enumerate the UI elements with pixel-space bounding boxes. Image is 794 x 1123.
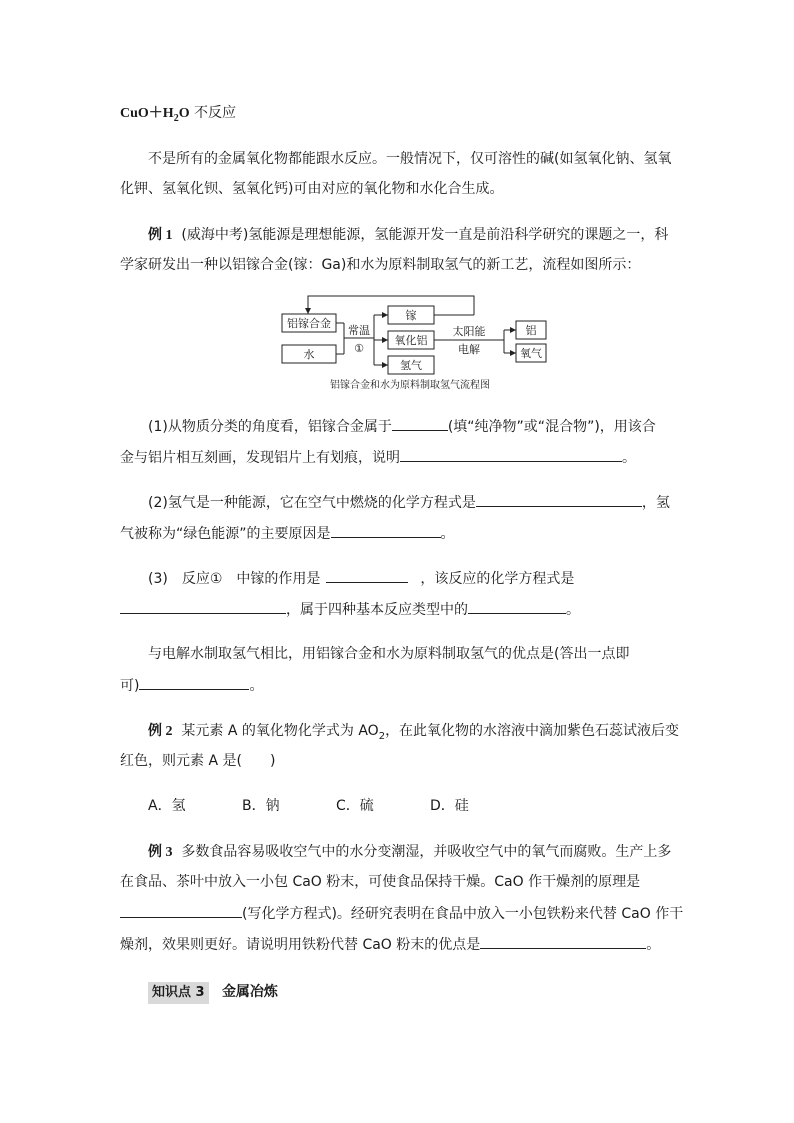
example-label: 例 2 [148, 724, 173, 739]
question4-line: 与电解水制取氢气相比，用铝镓合金和水为原料制取氢气的优点是(答出一点即 [148, 646, 630, 662]
box-water-label: 水 [303, 348, 315, 361]
knowledge-point [148, 982, 278, 1004]
reaction-heading [120, 103, 236, 129]
question3-line: ，属于四种基本反应类型中的 。 [120, 599, 580, 620]
paragraph-line: 不是所有的金属氧化物都能跟水反应。一般情况下，仅可溶性的碱(如氢氧化钠、氢氧 [148, 151, 672, 167]
question1-line: (1)从物质分类的角度看，铝镓合金属于 (填“纯净物”或“混合物”)，用该合 [148, 416, 656, 437]
example3-line: 在食品、茶叶中放入一小包 CaO 粉末，可使食品保持干燥。CaO 作干燥剂的原理是 [120, 874, 641, 890]
option-c[interactable]: C．硫 [336, 798, 374, 814]
answer-blank[interactable] [476, 492, 642, 507]
paragraph-line: 化钾、氢氧化钡、氢氧化钙)可由对应的氧化物和水化合生成。 [120, 181, 504, 197]
question4-line: 可) 。 [120, 675, 263, 696]
answer-blank[interactable] [331, 523, 441, 538]
knowledge-title: 金属冶炼 [221, 984, 278, 1000]
example2-line: 红色，则元素 A 是( ) [120, 753, 276, 769]
condition-electrolysis: 电解 [458, 343, 480, 356]
answer-blank[interactable] [120, 903, 242, 918]
example-label: 例 1 [148, 228, 173, 243]
diagram-caption: 铝镓合金和水为原料制取氢气流程图 [330, 380, 490, 391]
answer-blank[interactable] [392, 416, 448, 431]
flow-diagram [270, 292, 550, 394]
option-a[interactable]: A．氢 [148, 798, 186, 814]
example-label: 例 3 [148, 845, 173, 860]
option-d[interactable]: D．硅 [430, 798, 469, 814]
example1-line: 学家研发出一种以铝镓合金(镓：Ga)和水为原料制取氢气的新工艺，流程如图所示： [120, 257, 641, 273]
knowledge-tag: 知识点 3 [148, 982, 209, 1004]
box-alloy-label: 铝镓合金 [287, 317, 331, 330]
condition-room-temp: 常温 [348, 324, 370, 337]
example3-line: (写化学方程式)。经研究表明在食品中放入一小包铁粉来代替 CaO 作干 [120, 903, 683, 924]
reaction-formula: $CuO+H_2O$ [120, 106, 190, 124]
example2-line: 例 2 某元素 A 的氧化物化学式为 $AO_2$，在此氧化物的水溶液中滴加紫色石蕊试液后变 [148, 723, 680, 742]
answer-blank[interactable] [480, 934, 646, 949]
option-b[interactable]: B．钠 [242, 798, 280, 814]
answer-blank[interactable] [120, 599, 286, 614]
box-al2o3-label: 氧化铝 [394, 334, 428, 347]
box-ga-label: 镓 [405, 309, 417, 322]
condition-solar: 太阳能 [452, 325, 486, 338]
box-h2-label: 氢气 [400, 359, 422, 372]
answer-blank[interactable] [468, 599, 566, 614]
answer-blank[interactable] [326, 568, 408, 583]
box-al-label: 铝 [525, 324, 537, 337]
answer-blank[interactable] [400, 447, 622, 462]
condition-step-1: ① [354, 342, 364, 355]
question1-line: 金与铝片相互刻画，发现铝片上有划痕，说明 。 [120, 447, 636, 468]
box-o2-label: 氧气 [520, 347, 542, 360]
question2-line: 气被称为“绿色能源”的主要原因是 。 [120, 523, 455, 544]
example1-line: 例 1 (威海中考)氢能源是理想能源，氢能源开发一直是前沿科学研究的课题之一，科 [148, 227, 669, 243]
example3-line: 燥剂，效果则更好。请说明用铁粉代替 CaO 粉末的优点是 。 [120, 934, 660, 955]
question3-line: (3) 反应① 中镓的作用是 ，该反应的化学方程式是 [148, 568, 574, 589]
example3-line: 例 3 多数食品容易吸收空气中的水分变潮湿，并吸收空气中的氧气而腐败。生产上多 [148, 844, 672, 860]
question2-line: (2)氢气是一种能源，它在空气中燃烧的化学方程式是 ，氢 [148, 492, 670, 513]
reaction-note: 不反应 [189, 105, 237, 121]
example2-options [148, 796, 469, 816]
answer-blank[interactable] [139, 675, 249, 690]
